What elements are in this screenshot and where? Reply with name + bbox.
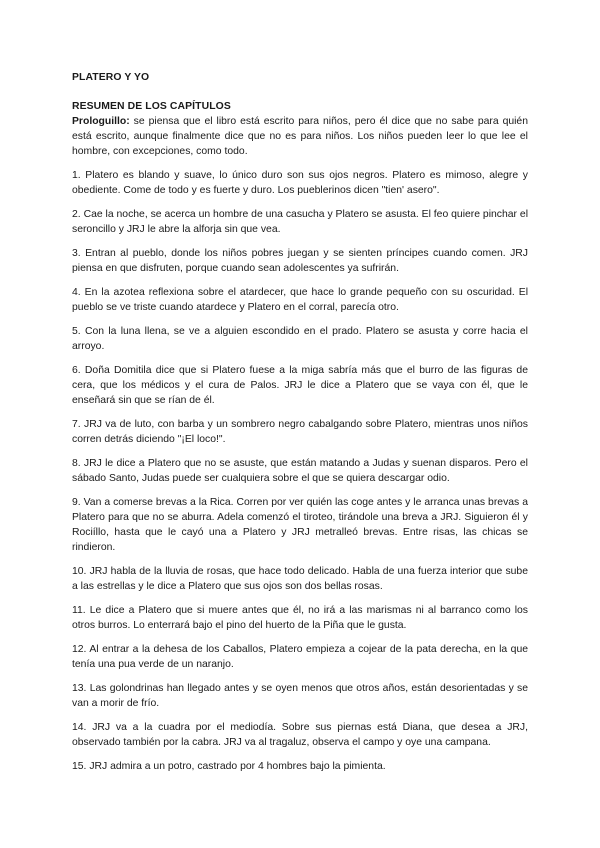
chapter-5: 5. Con la luna llena, se ve a alguien escondido en el prado. Platero se asusta y corre hacia el arroyo.: [72, 326, 528, 352]
chapter-7: 7. JRJ va de luto, con barba y un sombrero negro cabalgando sobre Platero, mientras unos niños corren detrás diciendo "¡El loco!".: [72, 419, 528, 445]
chapter-1: 1. Platero es blando y suave, lo único duro son sus ojos negros. Platero es mimoso, alegre y obediente. Come de todo y es fuerte y duro. Los pueblerinos dicen "tien' asero".: [72, 170, 528, 196]
prologue-text: se piensa que el libro está escrito para niños, pero él dice que no sabe para quién está escrito, aunque finalmente dice que no es para niños. Los niños pueden leer lo que lee el hombre, con excepciones, como todo.: [72, 116, 528, 157]
chapter-12: 12. Al entrar a la dehesa de los Caballos, Platero empieza a cojear de la pata derecha, en la que tenía una pua verde de un naranjo.: [72, 644, 528, 670]
document-title: PLATERO Y YO: [72, 72, 150, 83]
chapter-3: 3. Entran al pueblo, donde los niños pobres juegan y se sienten príncipes cuando comen. JRJ piensa en que disfruten, porque cuando sean adolescentes ya sufrirán.: [72, 248, 528, 274]
chapter-10: 10. JRJ habla de la lluvia de rosas, que hace todo delicado. Habla de una fuerza interior que sube a las estrellas y le dice a Platero que sus ojos son dos bellas rosas.: [72, 566, 528, 592]
section-heading: RESUMEN DE LOS CAPÍTULOS: [72, 101, 231, 112]
document-page: [72, 70, 528, 783]
prologue-paragraph: [72, 114, 528, 159]
chapter-14: 14. JRJ va a la cuadra por el mediodía. Sobre sus piernas está Diana, que desea a JRJ, observado también por la cabra. JRJ va al tragaluz, observa el campo y oye una campana.: [72, 722, 528, 748]
chapter-9: 9. Van a comerse brevas a la Rica. Corren por ver quién las coge antes y le arranca unas brevas a Platero para que no se aburra. Adela comenzó el tiroteo, tirándole una breva a JRJ. Siguieron él y Rociíllo, hasta que le cayó una a Platero y JRJ metralleó brevas. Entre risas, las chicas se rindieron.: [72, 497, 528, 553]
chapter-8: 8. JRJ le dice a Platero que no se asuste, que están matando a Judas y suenan disparos. Pero el sábado Santo, Judas puede ser cualquiera sobre el que se quiera descargar odio.: [72, 458, 528, 484]
chapter-2: 2. Cae la noche, se acerca un hombre de una casucha y Platero se asusta. El feo quiere pinchar el seroncillo y JRJ le abre la alforja sin que vea.: [72, 209, 528, 235]
chapter-6: 6. Doña Domitila dice que si Platero fuese a la miga sabría más que el burro de las figuras de cera, que los médicos y el cura de Palos. JRJ le dice a Platero que se vaya con él, que le enseñará sin que se rían de él.: [72, 365, 528, 406]
chapter-11: 11. Le dice a Platero que si muere antes que él, no irá a las marismas ni al barranco como los otros burros. Lo enterrará bajo el pino del huerto de la Piña que le gusta.: [72, 605, 528, 631]
prologue-label: Prologuillo:: [72, 116, 130, 127]
chapter-4: 4. En la azotea reflexiona sobre el atardecer, que hace lo grande pequeño con su oscuridad. El pueblo se ve triste cuando atardece y Platero en el corral, parecía otro.: [72, 287, 528, 313]
chapter-15: 15. JRJ admira a un potro, castrado por 4 hombres bajo la pimienta.: [72, 761, 386, 772]
chapter-13: 13. Las golondrinas han llegado antes y se oyen menos que otros años, están desorientadas y se van a morir de frío.: [72, 683, 528, 709]
